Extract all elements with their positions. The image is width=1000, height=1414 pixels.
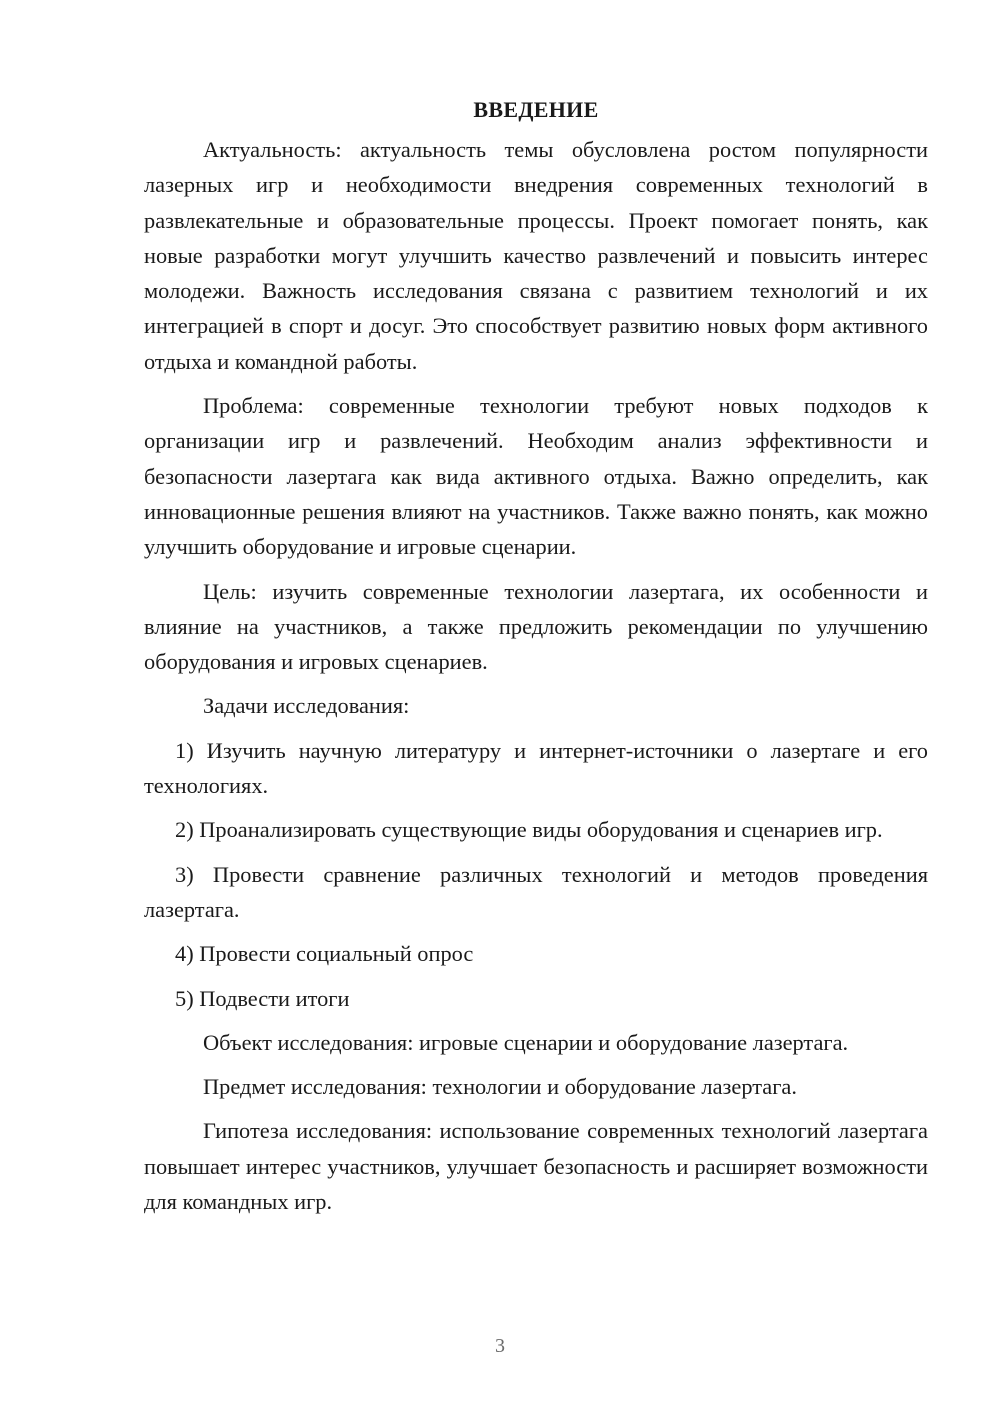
document-page (144, 92, 928, 1228)
goal-paragraph: Цель: изучить современные технологии лазертага, их особенности и влияние на участников, а также предложить рекомендации по улучшению оборудования и игровых сценариев. (144, 578, 928, 675)
tasks-heading: Задачи исследования: (203, 693, 410, 719)
task-item-1: 1) Изучить научную литературу и интернет-источники о лазертаге и его технологиях. (144, 737, 928, 799)
problem-paragraph: Проблема: современные технологии требуют новых подходов к организации игр и развлечений. Необходим анализ эффективности и безопасности лазертага как вида активного отдыха. Важно определить, как инновационные решения влияют на участников. Также важно понять, как можно улучшить оборудование и игровые сценарии. (144, 393, 928, 560)
task-item-2: 2) Проанализировать существующие виды оборудования и сценариев игр. (175, 817, 883, 843)
subject-paragraph: Предмет исследования: технологии и оборудование лазертага. (203, 1074, 797, 1100)
task-item-4: 4) Провести социальный опрос (175, 941, 474, 967)
task-item-5: 5) Подвести итоги (175, 985, 350, 1011)
object-paragraph: Объект исследования: игровые сценарии и оборудование лазертага. (203, 1029, 849, 1055)
section-title: ВВЕДЕНИЕ (473, 97, 599, 122)
relevance-paragraph: Актуальность: актуальность темы обусловлена ростом популярности лазерных игр и необходимости внедрения современных технологий в развлекательные и образовательные процессы. Проект помогает понять, как новые разработки могут улучшить качество развлечений и повысить интерес молодежи. Важность исследования связана с развитием технологий и их интеграцией в спорт и досуг. Это способствует развитию новых форм активного отдыха и командной работы. (144, 137, 928, 374)
hypothesis-paragraph: Гипотеза исследования: использование современных технологий лазертага повышает интерес участников, улучшает безопасность и расширяет возможности для командных игр. (144, 1118, 928, 1215)
task-item-3: 3) Провести сравнение различных технологий и методов проведения лазертага. (144, 861, 928, 922)
page-number: 3 (495, 1335, 505, 1357)
